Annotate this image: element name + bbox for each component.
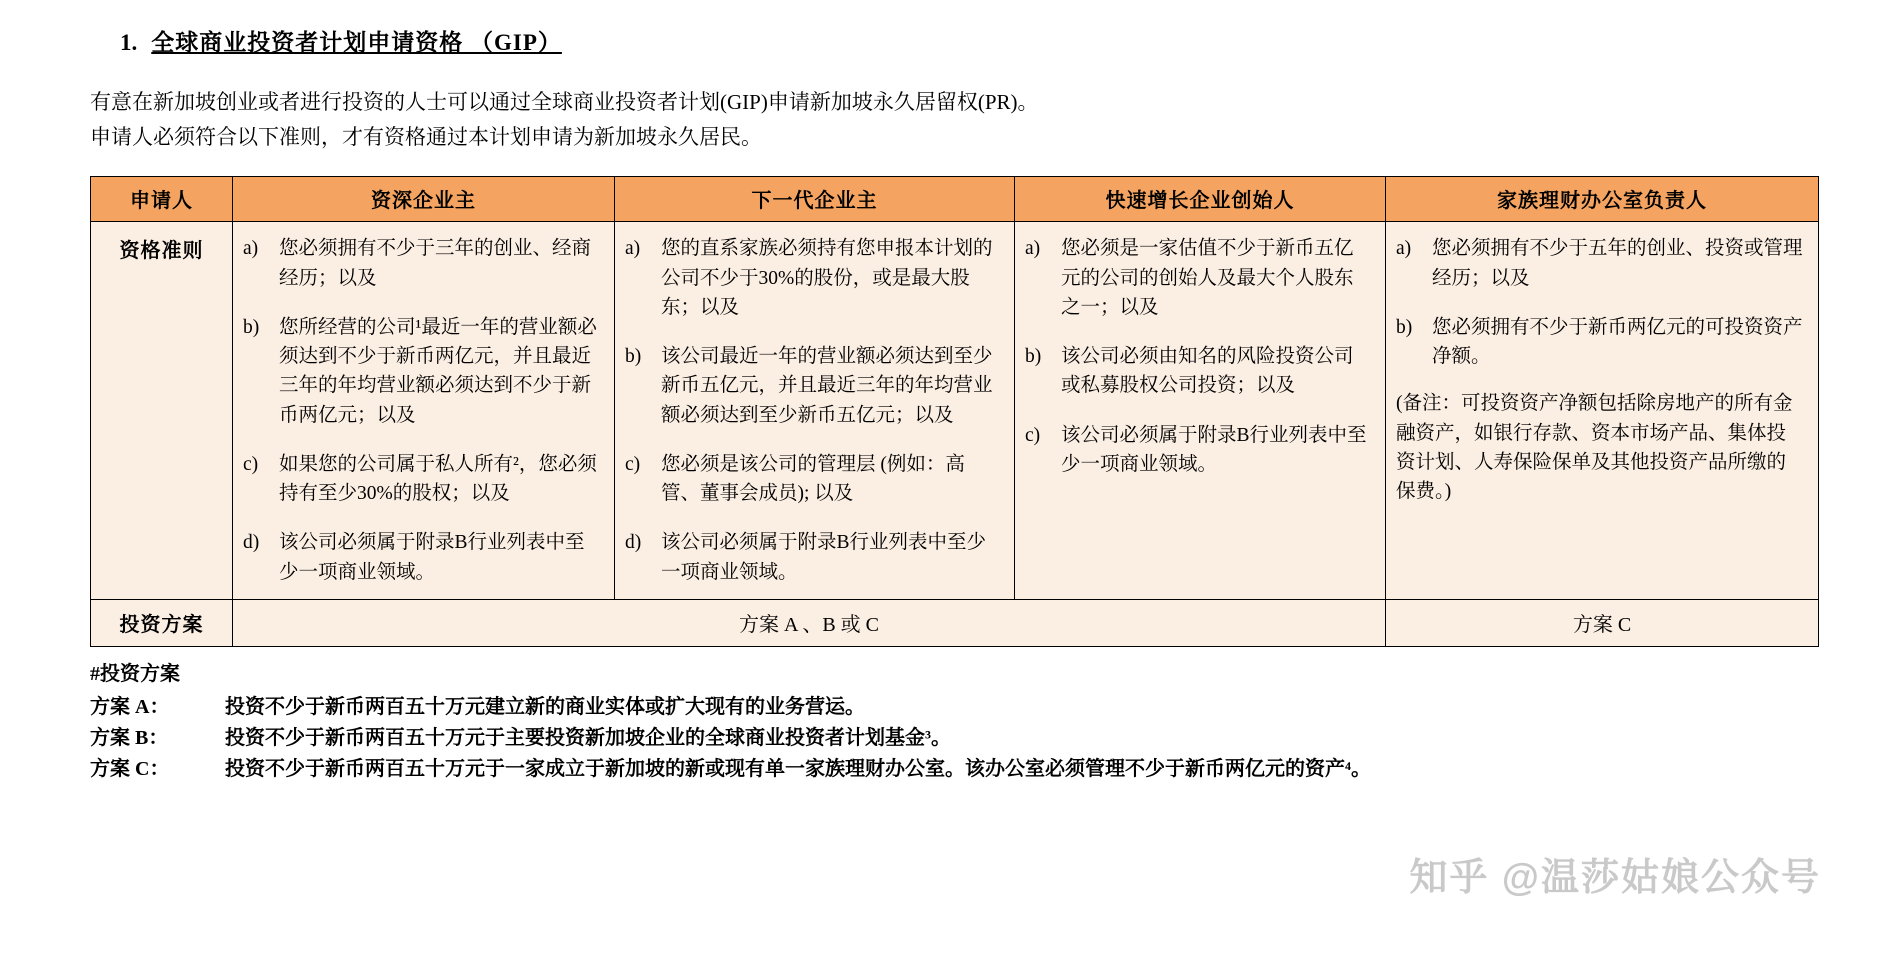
list-text: 该公司必须由知名的风险投资公司或私募股权公司投资；以及 [1061,346,1354,397]
list-text: 您的直系家族必须持有您申报本计划的公司不少于30%的股份，或是最大股东；以及 [661,238,993,318]
list-text: 您必须拥有不少于五年的创业、投资或管理经历；以及 [1432,238,1803,289]
footnote-plan-c-text: 投资不少于新币两百五十万元于一家成立于新加坡的新或现有单一家族理财办公室。该办公室必须管理不少于新币两亿元的资产⁴。 [225,757,1371,780]
list-marker: a) [1025,238,1041,260]
list-text: 该公司最近一年的营业额必须达到至少新币五亿元，并且最近三年的年均营业额必须达到至少新币五亿元；以及 [661,346,993,426]
row-label-investment-plan: 投资方案 [91,599,233,646]
plan-value-merged: 方案 A 、B 或 C [233,599,1386,646]
footnote-plan-a [90,692,1821,723]
list-item [243,234,600,293]
list-marker: b) [1396,316,1413,338]
list-marker: d) [243,532,260,554]
section-heading [120,24,1821,57]
list-marker: b) [625,346,642,368]
list-text: 该公司必须属于附录B行业列表中至少一项商业领域。 [1061,424,1367,475]
plan-value-family-office: 方案 C [1386,599,1819,646]
list-marker: a) [243,238,259,260]
list-text: 您所经营的公司¹最近一年的营业额必须达到不少于新币两亿元，并且最近三年的年均营业额必须达到不少于新币两亿元；以及 [279,316,597,426]
row-label-criteria: 资格准则 [91,222,233,600]
intro-line-1: 有意在新加坡创业或者进行投资的人士可以通过全球商业投资者计划(GIP)申请新加坡永久居留权(PR)。 [90,90,1039,114]
list-text: 如果您的公司属于私人所有²，您必须持有至少30%的股权；以及 [279,453,597,505]
list-marker: a) [1396,238,1412,260]
list-text: 您必须拥有不少于新币两亿元的可投资资产净额。 [1432,316,1803,368]
list-text: 您必须是一家估值不少于新币五亿元的公司的创始人及最大个人股东之一；以及 [1061,238,1354,318]
footnote-plan-c [90,754,1821,785]
list-item [625,528,1000,587]
footnote-plan-a-name: 方案 A： [90,695,170,718]
criteria-cell-fast-growth-founder [1015,222,1386,600]
footnote-plan-c-name: 方案 C： [90,757,170,780]
header-family-office-principal: 家族理财办公室负责人 [1386,177,1819,222]
intro-line-2: 申请人必须符合以下准则，才有资格通过本计划申请为新加坡永久居民。 [90,124,762,149]
investment-plan-footnotes [90,659,1821,785]
table-header-row [91,177,1819,222]
list-item [1025,342,1371,401]
footnote-plan-b-text: 投资不少于新币两百五十万元于主要投资新加坡企业的全球商业投资者计划基金³。 [225,726,951,749]
header-senior-entrepreneur: 资深企业主 [233,177,615,222]
header-fast-growth-founder: 快速增长企业创始人 [1015,177,1386,222]
table-row [91,222,1819,600]
heading-number: 1. [120,30,138,55]
list-marker: b) [1025,346,1042,368]
header-next-gen-entrepreneur: 下一代企业主 [615,177,1015,222]
list-marker: a) [625,238,641,260]
page-title: 全球商业投资者计划申请资格 （GIP） [151,30,562,55]
list-marker: c) [625,453,641,475]
footnote-plan-a-text: 投资不少于新币两百五十万元建立新的商业实体或扩大现有的业务营运。 [225,695,865,718]
list-marker: b) [243,316,260,338]
list-item [243,450,600,509]
list-item [625,450,1000,509]
list-text: 该公司必须属于附录B行业列表中至少一项商业领域。 [661,532,987,583]
list-marker: d) [625,532,642,554]
list-item [243,313,600,430]
list-text: 该公司必须属于附录B行业列表中至少一项商业领域。 [279,532,585,583]
watermark: 知乎 @温莎姑娘公众号 [1409,857,1821,899]
list-item [243,528,600,587]
list-item [1025,234,1371,322]
list-item [1025,421,1371,480]
criteria-cell-family-office-principal [1386,222,1819,600]
criteria-cell-next-gen-entrepreneur [615,222,1015,600]
list-marker: c) [243,453,259,475]
list-item [1396,313,1804,372]
eligibility-table [90,176,1819,647]
list-item [625,234,1000,322]
footnote-title: #投资方案 [90,662,180,685]
criteria-cell-senior-entrepreneur [233,222,615,600]
footnote-plan-b-name: 方案 B： [90,726,169,749]
table-row-plan [91,599,1819,646]
footnote-plan-b [90,723,1821,754]
header-applicant: 申请人 [91,177,233,222]
list-item [1396,234,1804,293]
list-item [625,342,1000,430]
list-text: 您必须拥有不少于三年的创业、经商经历；以及 [279,238,592,289]
list-marker: c) [1025,424,1041,446]
criteria-note: (备注：可投资资产净额包括除房地产的所有金融资产，如银行存款、资本市场产品、集体投资计划、人寿保险保单及其他投资产品所缴的保费。) [1396,393,1793,503]
list-text: 您必须是该公司的管理层 (例如：高管、董事会成员); 以及 [661,453,965,505]
intro-paragraph [90,85,1821,154]
